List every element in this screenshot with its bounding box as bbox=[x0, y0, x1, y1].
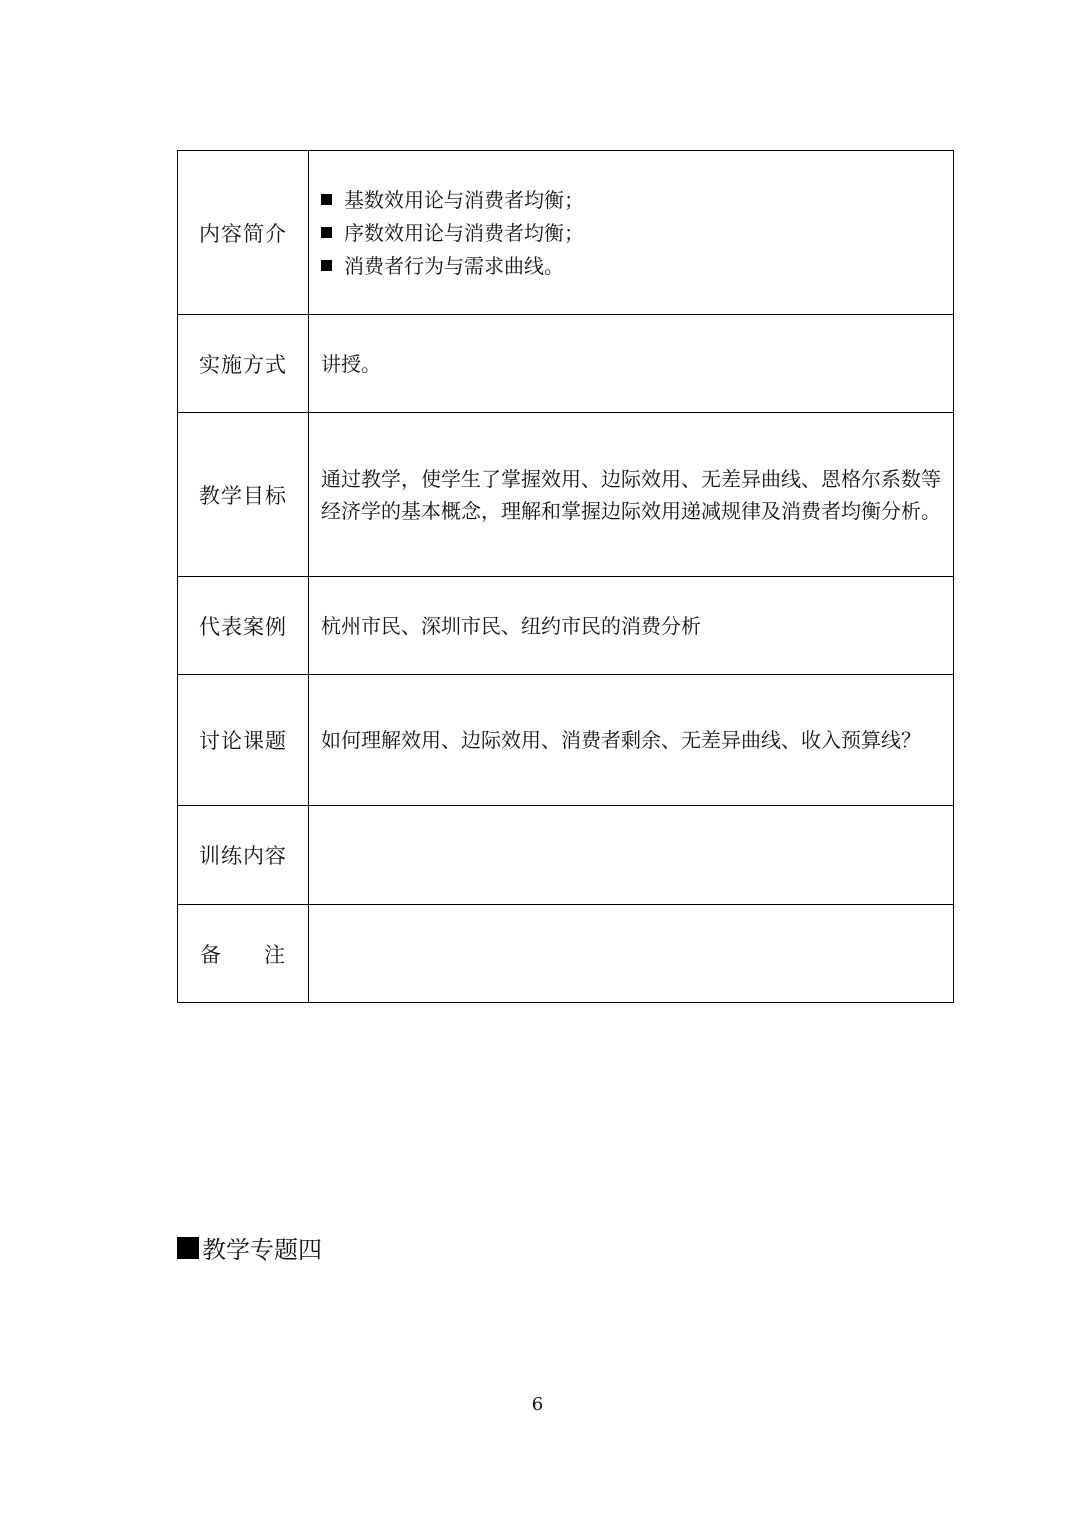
row-content: 如何理解效用、边际效用、消费者剩余、无差异曲线、收入预算线？ bbox=[309, 675, 954, 806]
list-item bbox=[321, 249, 941, 282]
row-content bbox=[309, 806, 954, 905]
row-content bbox=[309, 905, 954, 1003]
table-row bbox=[178, 905, 954, 1003]
row-label: 实施方式 bbox=[178, 315, 309, 413]
remarks-label-char: 备 bbox=[200, 942, 222, 967]
table-row bbox=[178, 806, 954, 905]
row-label: 代表案例 bbox=[178, 577, 309, 675]
list-item bbox=[321, 216, 941, 249]
row-content: 杭州市民、深圳市民、纽约市民的消费分析 bbox=[309, 577, 954, 675]
row-content: 通过教学，使学生了掌握效用、边际效用、无差异曲线、恩格尔系数等经济学的基本概念，理解和掌握边际效用递减规律及消费者均衡分析。 bbox=[309, 413, 954, 577]
row-label bbox=[178, 905, 309, 1003]
black-square-icon bbox=[177, 1237, 199, 1259]
table-row bbox=[178, 577, 954, 675]
black-square-bullet-icon bbox=[321, 194, 332, 205]
row-label: 内容简介 bbox=[178, 151, 309, 315]
page-number: 6 bbox=[531, 1394, 544, 1415]
list-item-text: 序数效用论与消费者均衡； bbox=[344, 220, 584, 245]
content-summary-cell bbox=[309, 151, 954, 315]
table-row bbox=[178, 413, 954, 577]
section-heading-text: 教学专题四 bbox=[202, 1236, 322, 1264]
table-row bbox=[178, 675, 954, 806]
black-square-bullet-icon bbox=[321, 260, 332, 271]
table-row bbox=[178, 315, 954, 413]
row-label: 训练内容 bbox=[178, 806, 309, 905]
black-square-bullet-icon bbox=[321, 227, 332, 238]
course-info-table bbox=[177, 150, 954, 1003]
remarks-label-char: 注 bbox=[264, 942, 286, 967]
list-item-text: 基数效用论与消费者均衡； bbox=[344, 187, 584, 212]
list-item-text: 消费者行为与需求曲线。 bbox=[344, 253, 564, 278]
section-heading bbox=[177, 1230, 322, 1265]
row-label: 讨论课题 bbox=[178, 675, 309, 806]
list-item bbox=[321, 183, 941, 216]
table-row bbox=[178, 151, 954, 315]
row-label: 教学目标 bbox=[178, 413, 309, 577]
row-content: 讲授。 bbox=[309, 315, 954, 413]
